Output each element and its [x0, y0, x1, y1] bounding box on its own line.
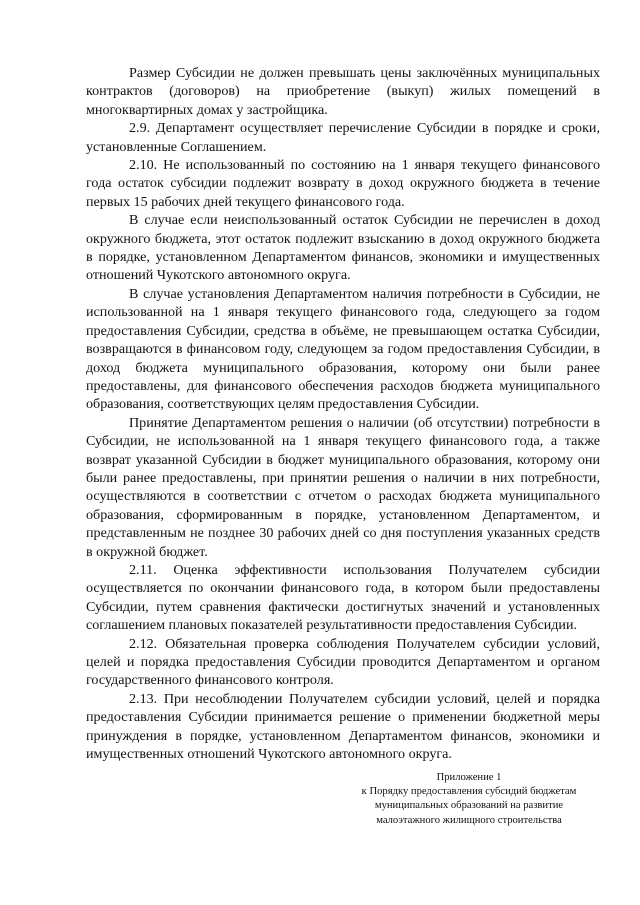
- paragraph-subsidy-limit: Размер Субсидии не должен превышать цены заключённых муниципальных контрактов (договоров) на приобретение (выкуп) жилых помещений в многоквартирных домах у застройщика.: [86, 65, 600, 118]
- paragraph-2-13: 2.13. При несоблюдении Получателем субсидии условий, целей и порядка предоставления Субсидии принимается решение о применении бюджетной меры принуждения в порядке, установленном Департаментом финансов, экономики и имущественных отношений Чукотского автономного округа.: [86, 690, 600, 763]
- paragraph-unspent-recovery: В случае если неиспользованный остаток Субсидии не перечислен в доход окружного бюджета, этот остаток подлежит взысканию в доход окружного бюджета в порядке, установленном Департаментом финансов, экономики и имущественных отношений Чукотского автономного округа.: [86, 212, 600, 284]
- document-body: [86, 64, 600, 763]
- appendix-title: Приложение 1: [436, 772, 502, 783]
- paragraph-2-11: 2.11. Оценка эффективности использования Получателем субсидии осуществляется по окончании финансового года, в котором были предоставлены Субсидии, путем сравнения фактически достигнутых значений и установленных соглашением плановых показателей результативности предоставления Субсидии.: [86, 561, 600, 634]
- paragraph-2-12: 2.12. Обязательная проверка соблюдения Получателем субсидии условий, целей и порядка предоставления Субсидии проводится Департаментом и органом государственного финансового контроля.: [86, 635, 600, 689]
- paragraph-need-established: В случае установления Департаментом наличия потребности в Субсидии, не использованной на 1 января текущего финансового года, следующего за годом предоставления Субсидии, средства в объёме, не превышающем остатка Субсидии, возвращаются в финансовом году, следующем за годом предоставления Субсидии, в доход бюджета муниципального образования, которому они были ранее предоставлены, для финансового обеспечения расходов бюджета муниципального образования, соответствующих целям предоставления Субсидии.: [86, 285, 600, 413]
- appendix-line-3: муниципальных образований на развитие: [374, 800, 564, 812]
- appendix-line-2: к Порядку предоставления субсидий бюджетам: [361, 786, 577, 798]
- paragraph-2-10: 2.10. Не использованный по состоянию на 1 января текущего финансового года остаток субсидии подлежит возврату в доход окружного бюджета в течение первых 15 рабочих дней текущего финансового года.: [86, 157, 600, 210]
- appendix-line-4: малоэтажного жилищного строительства: [376, 814, 562, 826]
- paragraph-decision-on-need: Принятие Департаментом решения о наличии (об отсутствии) потребности в Субсидии, не использованной на 1 января текущего финансового года, а также возврат указанной Субсидии в бюджет муниципального образования, которому они были ранее предоставлены, при принятии решения о наличии в них потребности, осуществляются в соответствии с отчетом о расходах бюджета муниципального образования, сформированным в порядке, установленном Департаментом, и представленным не позднее 30 рабочих дней со дня поступления указанных средств в окружной бюджет.: [86, 414, 600, 560]
- appendix-caption: [318, 771, 620, 828]
- paragraph-2-9: 2.9. Департамент осуществляет перечисление Субсидии в порядке и сроки, установленные Соглашением.: [86, 120, 600, 155]
